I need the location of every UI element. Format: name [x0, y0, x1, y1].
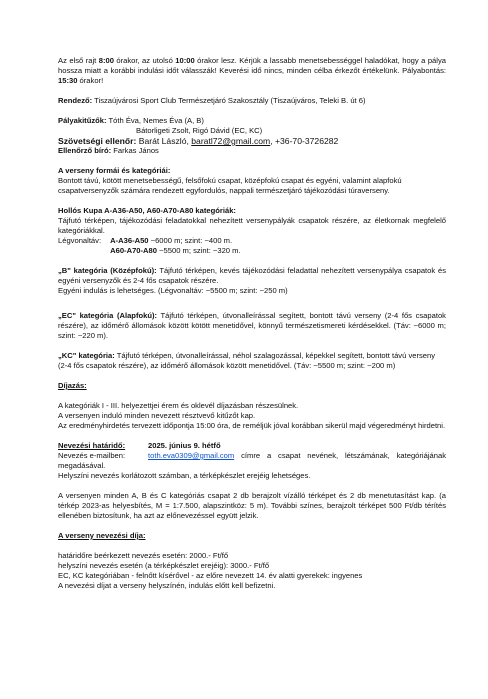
onsite-entry-line: Helyszíni nevezés korlátozott számban, a térképkészlet erejéig lehetséges.	[58, 471, 311, 480]
fee-line1: határidőre beérkezett nevezés esetén: 2000.- Ft/fő	[58, 551, 229, 560]
b-category-text: Tájfutó térképen, kevés tájékozódási feladattal nehezített versenypálya csapatok és egyéni versenyzők és 2-4 fős csapatok részére.	[58, 266, 447, 285]
entry-email-label: Nevezés e-mailben:	[58, 451, 126, 460]
organizer-value: Tiszaújvárosi Sport Club Természetjáró Szakosztály (Tiszaújváros, Teleki B. út 6)	[92, 96, 366, 105]
intro-text: órakor lesz. Kérjük a lassabb menetsebességgel haladókat, hogy a pálya hossza miatt a korábbi indulási időt válasszák! Keverési idő nincs, minden célba érkezőt értékelünk. Pályabontás:	[58, 56, 446, 75]
ec-category-paragraph	[58, 311, 446, 341]
b-category-title: „B" kategória (Középfokú):	[58, 266, 157, 275]
intro-paragraph	[58, 56, 446, 86]
category-a-a36-a50-value: ~6000 m; szint: ~400 m.	[148, 236, 233, 245]
service-controller-email-link[interactable]: baratl72@gmail.com	[191, 136, 271, 146]
hollos-distance-line2	[58, 246, 446, 256]
distance-label: Légvonaltáv:	[58, 236, 102, 245]
judge-line	[58, 146, 446, 156]
deadline-label: Nevezési határidő:	[58, 441, 126, 450]
fee-line2: helyszíni nevezés esetén (a térképkészlet erejéig): 3000.- Ft/fő	[58, 561, 270, 570]
judge-value: Farkas János	[111, 146, 159, 155]
judge-label: Ellenőrző bíró:	[58, 146, 112, 155]
fee-line4: A nevezési díjat a verseny helyszínén, indulás előtt kell befizetni.	[58, 581, 276, 590]
maps-paragraph: A versenyen minden A, B és C kategóriás csapat 2 db berajzolt vízálló térképet és 2 db menetutasítást kap. (a térkép 2023-as helyesbítés, M = 1:7.500, alapszintköz: 5 m). További színes, berajzolt térképet 500 Ft/db térítés ellenében biztosítunk, ha azt az előnevezéssel együtt jelzik.	[58, 491, 446, 520]
hollos-distance-line1	[58, 236, 446, 246]
kc-category-text: Tájfutó térképen, útvonalleírással, néhol szalagozással, képekkel segített, bontott távú verseny (2-4 fős csapatok részére), az időmérő állomások között menetidővel. (Táv: ~5500 m; szint: ~200 m)	[58, 351, 436, 370]
prizes-line3: Az eredményhirdetés tervezett időpontja 15:00 óra, de reméljük jóval korábban sikerül majd végeredményt hirdetni.	[58, 421, 446, 430]
service-controller-phone: , +36-70-3726282	[270, 136, 339, 146]
service-controller-name: Barát László,	[136, 136, 192, 146]
fee-line3: EC, KC kategóriában - felnőtt kísérővel - az előre nevezett 14. év alatti gyerekek: ingyenes	[58, 571, 363, 580]
entry-email-line	[58, 451, 446, 471]
organizer-line	[58, 96, 446, 106]
last-start-time: 10:00	[175, 56, 195, 65]
prizes-line2: A versenyen induló minden nevezett résztvevő kitűzőt kap.	[58, 411, 256, 420]
forms-heading: A verseny formái és kategóriái:	[58, 166, 171, 175]
prizes-heading: Díjazás:	[58, 381, 87, 390]
document-page	[58, 56, 446, 591]
intro-text: órakor!	[77, 76, 104, 85]
ec-category-title: „EC" kategória (Alapfokú):	[58, 311, 158, 320]
course-builders-value: Tóth Éva, Nemes Éva (A, B)	[106, 116, 204, 125]
course-builders-line2: Bátorligeti Zsolt, Rigó Dávid (EC, KC)	[136, 126, 263, 135]
category-a60-a70-a80-value: ~5500 m; szint: ~320 m.	[156, 246, 241, 255]
intro-text: órakor, az utolsó	[113, 56, 176, 65]
intro-text: Az első rajt	[58, 56, 99, 65]
category-a-a36-a50: A-A36-A50	[110, 236, 149, 245]
b-category-paragraph	[58, 266, 446, 286]
fee-heading: A verseny nevezési díja:	[58, 531, 146, 540]
b-category-text2: Egyéni indulás is lehetséges. (Légvonaltáv: ~5500 m; szint: ~250 m)	[58, 286, 288, 295]
organizer-label: Rendező:	[58, 96, 93, 105]
service-controller-line	[58, 136, 446, 146]
forms-text: Bontott távú, kötött menetsebességű, felsőfokú csapat, középfokú csapat és egyéni, valamint alapfokú csapatversenyzők számára rendezett egyfordulós, nappali természetjáró tájékozódási túraverseny.	[58, 176, 402, 195]
course-builders-label: Pályakitűzők:	[58, 116, 107, 125]
kc-category-paragraph	[58, 351, 446, 371]
deadline-line	[58, 441, 446, 451]
entry-email-link[interactable]: toth.eva0309@gmail.com	[148, 451, 235, 460]
prizes-line1: A kategóriák I - III. helyezettjei érem és oklevél díjazásban részesülnek.	[58, 401, 299, 410]
course-builders-line	[58, 116, 446, 126]
category-a60-a70-a80: A60-A70-A80	[110, 246, 157, 255]
hollos-text: Tájfutó térképen, tájékozódási feladatokkal nehezített versenypályák csapatok részére, az életkornak megfelelő kategóriákkal.	[58, 216, 446, 235]
course-close-time: 15:30	[58, 76, 78, 85]
kc-category-title: „KC" kategória:	[58, 351, 115, 360]
entry-email-text: címre a csapat nevének, létszámának, kategóriájának megadásával.	[58, 451, 446, 470]
service-controller-label: Szövetségi ellenőr:	[58, 136, 137, 146]
ec-category-text: Tájfutó térképen, útvonalleírással segített, bontott távú verseny (2-4 fős csapatok részére), az időmérő állomások között kötött menetidővel, könnyű természetismereti kérdésekkel. (Táv: ~6000 m; szint: ~220 m).	[58, 311, 446, 340]
first-start-time: 8:00	[98, 56, 114, 65]
hollos-heading: Hollós Kupa A-A36-A50, A60-A70-A80 kategóriák:	[58, 206, 236, 215]
deadline-date: 2025. június 9. hétfő	[148, 441, 221, 450]
